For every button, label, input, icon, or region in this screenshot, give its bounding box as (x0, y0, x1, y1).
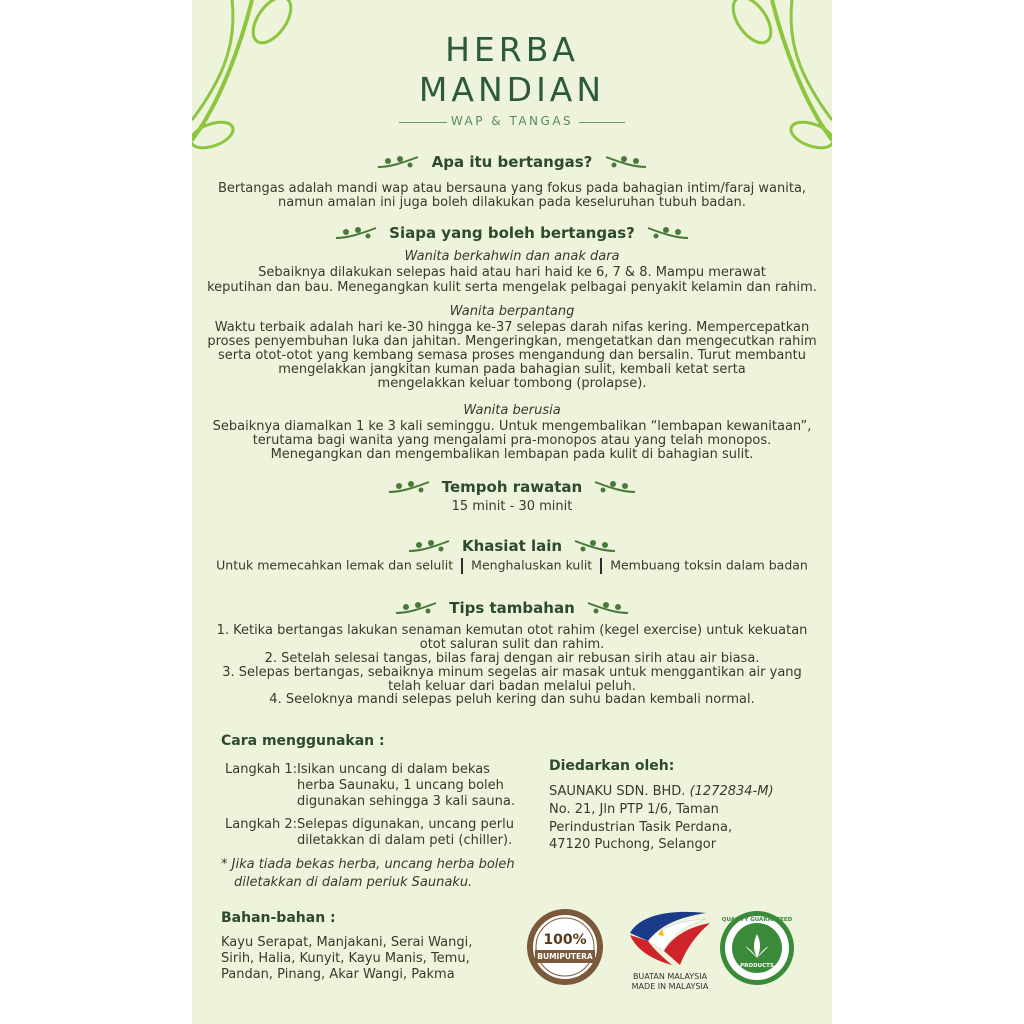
bumi-top: 100% (543, 932, 587, 948)
group-line: mengelakkan jangkitan kuman pada bahagian sulit, kembali ketat serta (278, 362, 746, 377)
usage-heading: Cara menggunakan : (221, 733, 385, 749)
group-line: proses penyembuhan luka dan jahitan. Mengeringkan, mengetatkan dan mengecutkan rahim (207, 334, 817, 349)
step1-line: herba Saunaku, 1 uncang boleh (297, 778, 504, 793)
note-line: * Jika tiada bekas herba, uncang herba boleh (221, 857, 515, 872)
quality-bottom: PRODUCTS (740, 963, 774, 969)
ornament-icon (407, 539, 451, 555)
khasiat-item: Untuk memecahkan lemak dan selulit (216, 557, 454, 573)
group-title: Wanita berusia (463, 403, 561, 418)
group-line: terutama bagi wanita yang mengalami pra-monopos atau yang telah monopos. (252, 433, 772, 448)
heading-text: Siapa yang boleh bertangas? (389, 224, 635, 242)
step1-label: Langkah 1: (225, 762, 297, 777)
ingredients-heading: Bahan-bahan : (221, 910, 336, 926)
ornament-icon (646, 226, 690, 242)
group-line: Sebaiknya diamalkan 1 ke 3 kali seminggu. Untuk mengembalikan “lembapan kewanitaan”, (212, 419, 812, 434)
heading-text: Tips tambahan (449, 599, 575, 617)
malaysia-badge (620, 905, 720, 995)
ornament-icon (573, 539, 617, 555)
section1-line: namun amalan ini juga boleh dilakukan pada keseluruhan tubuh badan. (278, 195, 746, 210)
product-label-card (192, 0, 832, 1024)
subtitle: WAP & TANGAS (450, 114, 574, 128)
tip-line: telah keluar dari badan melalui peluh. (388, 679, 636, 694)
malaysia-flag-icon (620, 905, 720, 970)
tip-line: 3. Selepas bertangas, sebaiknya minum segelas air masak untuk menggantikan air yang (222, 665, 802, 680)
heading-siapa (192, 224, 832, 242)
section1-line: Bertangas adalah mandi wap atau bersauna yang fokus pada bahagian intim/faraj wanita, (217, 181, 807, 196)
group-title: Wanita berkahwin dan anak dara (404, 249, 620, 264)
ingredients-line: Kayu Serapat, Manjakani, Serai Wangi, (221, 935, 473, 950)
heading-tips (192, 599, 832, 617)
note-line: diletakkan di dalam periuk Saunaku. (234, 875, 473, 890)
group-line: mengelakkan keluar tombong (prolapse). (377, 376, 647, 391)
tip-line: 4. Seeloknya mandi selepas peluh kering dan suhu badan kembali normal. (269, 692, 755, 707)
tip-line: 1. Ketika bertangas lakukan senaman kemutan otot rahim (kegel exercise) untuk kekuatan (216, 623, 808, 638)
khasiat-list (192, 558, 832, 574)
step2-line: diletakkan di dalam peti (chiller). (297, 833, 513, 848)
bumi-bottom: BUMIPUTERA (535, 950, 595, 963)
ornament-icon (334, 226, 378, 242)
malaysia-line1: BUATAN MALAYSIA (632, 972, 708, 981)
ornament-icon (593, 480, 637, 496)
group-line: Menegangkan dan mengembalikan lembapan pada kulit di bahagian sulit. (270, 447, 754, 462)
khasiat-item: Menghaluskan kulit (471, 557, 593, 573)
tip-line: otot saluran sulit dan rahim. (419, 637, 605, 652)
heading-khasiat (192, 537, 832, 555)
distributor-heading: Diedarkan oleh: (549, 758, 675, 774)
heading-apa-itu (192, 153, 832, 171)
ingredients-line: Sirih, Halia, Kunyit, Kayu Manis, Temu, (221, 951, 470, 966)
ornament-icon (586, 601, 630, 617)
bumiputera-badge (526, 908, 604, 986)
malaysia-line2: MADE IN MALAYSIA (631, 982, 709, 991)
group-line: Waktu terbaik adalah hari ke-30 hingga ke-37 selepas darah nifas kering. Mempercepatkan (214, 320, 810, 335)
title-mandian: MANDIAN (418, 70, 606, 109)
ornament-icon (604, 155, 648, 171)
address-line: Perindustrian Tasik Perdana, (549, 820, 733, 835)
heading-text: Apa itu bertangas? (431, 153, 593, 171)
heading-text: Khasiat lain (461, 537, 563, 555)
quality-badge (719, 910, 795, 986)
distributor-company: SAUNAKU SDN. BHD. (549, 784, 686, 799)
heading-text: Tempoh rawatan (441, 478, 583, 496)
subtitle-line-right (579, 122, 625, 123)
khasiat-item: Membuang toksin dalam badan (610, 557, 808, 573)
tempoh-value: 15 minit - 30 minit (451, 499, 573, 514)
group-line: serta otot-otot yang kembang semasa proses mengandung dan bersalin. Turut membantu (218, 348, 806, 363)
step2-line: Selepas digunakan, uncang perlu (297, 817, 514, 832)
ingredients-line: Pandan, Pinang, Akar Wangi, Pakma (221, 967, 455, 982)
divider (461, 558, 463, 574)
divider (600, 558, 602, 574)
group-line: Sebaiknya dilakukan selepas haid atau hari haid ke 6, 7 & 8. Mampu merawat (258, 265, 766, 280)
step1-line: digunakan sehingga 3 kali sauna. (297, 794, 516, 809)
distributor-reg: (1272834-M) (689, 784, 774, 799)
quality-top: QUALITY GUARANTEED (721, 917, 793, 923)
title-herba: HERBA (445, 30, 579, 69)
step1-line: Isikan uncang di dalam bekas (297, 762, 490, 777)
tip-line: 2. Setelah selesai tangas, bilas faraj dengan air rebusan sirih atau air biasa. (264, 651, 760, 666)
heading-tempoh (192, 478, 832, 496)
ornament-icon (376, 155, 420, 171)
group-title: Wanita berpantang (449, 304, 575, 319)
distributor-company-line (549, 783, 774, 800)
ornament-icon (394, 601, 438, 617)
step2-label: Langkah 2: (225, 817, 297, 832)
group-line: keputihan dan bau. Menegangkan kulit serta mengelak pelbagai penyakit kelamin dan rahim. (207, 280, 817, 295)
address-line: 47120 Puchong, Selangor (549, 837, 717, 852)
address-line: No. 21, Jln PTP 1/6, Taman (549, 802, 719, 817)
ornament-icon (387, 480, 431, 496)
